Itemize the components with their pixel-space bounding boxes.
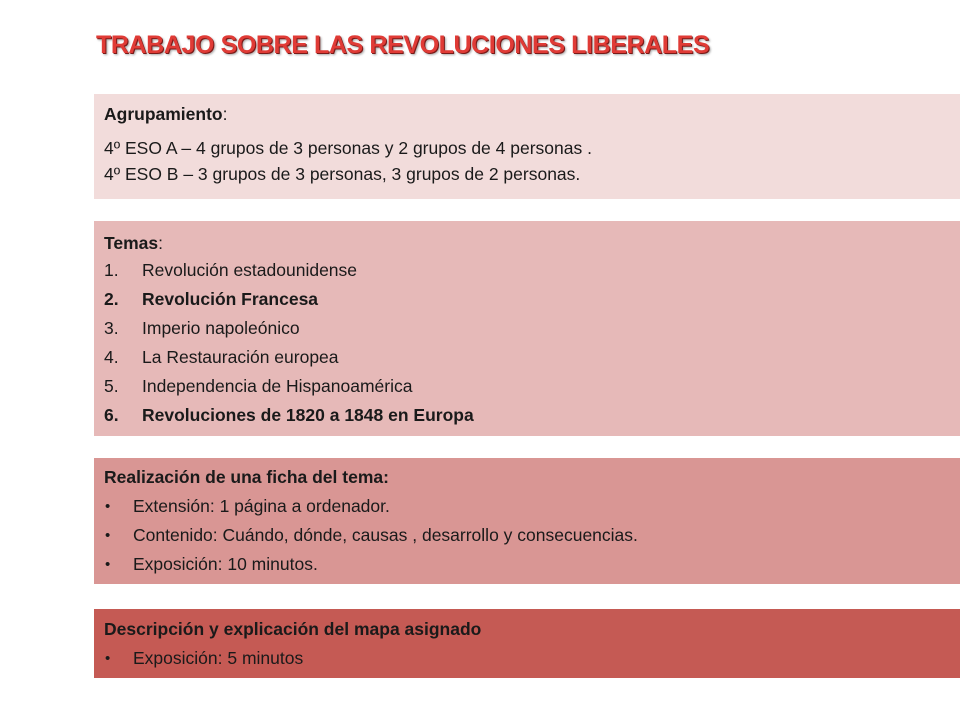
ficha-bullet-text: Exposición: 10 minutos. bbox=[133, 554, 318, 574]
ficha-box bbox=[94, 458, 960, 584]
temas-box bbox=[94, 221, 960, 436]
bullet-glyph: • bbox=[105, 527, 111, 544]
temas-item-6 bbox=[104, 401, 950, 430]
temas-item-text: Revolución estadounidense bbox=[142, 260, 358, 280]
temas-colon: : bbox=[158, 233, 164, 253]
mapa-heading: Descripción y explicación del mapa asignado bbox=[104, 619, 482, 639]
temas-item-text: Independencia de Hispanoamérica bbox=[142, 376, 413, 396]
temas-item-4 bbox=[104, 343, 950, 372]
agrupamiento-line-a: 4º ESO A – 4 grupos de 3 personas y 2 grupos de 4 personas . bbox=[104, 138, 592, 158]
agrupamiento-heading bbox=[104, 100, 950, 129]
temas-item-number: 5. bbox=[104, 376, 119, 396]
ficha-bullet-2 bbox=[104, 521, 950, 550]
temas-item-2 bbox=[104, 285, 950, 314]
temas-item-3 bbox=[104, 314, 950, 343]
ficha-bullet-text: Contenido: Cuándo, dónde, causas , desarrollo y consecuencias. bbox=[133, 525, 638, 545]
temas-item-text: La Restauración europea bbox=[142, 347, 339, 367]
ficha-heading: Realización de una ficha del tema: bbox=[104, 467, 389, 487]
bullet-glyph: • bbox=[105, 498, 111, 515]
ficha-bullet-1 bbox=[104, 492, 950, 521]
temas-list bbox=[104, 256, 950, 430]
temas-item-number: 4. bbox=[104, 347, 119, 367]
bullet-glyph: • bbox=[105, 650, 111, 667]
agrupamiento-line-b: 4º ESO B – 3 grupos de 3 personas, 3 grupos de 2 personas. bbox=[104, 164, 581, 184]
temas-item-number: 1. bbox=[104, 260, 119, 280]
ficha-bullet-text: Extensión: 1 página a ordenador. bbox=[133, 496, 390, 516]
temas-item-1 bbox=[104, 256, 950, 285]
mapa-box bbox=[94, 609, 960, 678]
temas-item-text: Revoluciones de 1820 a 1848 en Europa bbox=[142, 405, 474, 425]
temas-item-text: Revolución Francesa bbox=[142, 289, 319, 309]
temas-item-number: 6. bbox=[104, 405, 119, 425]
temas-item-5 bbox=[104, 372, 950, 401]
agrupamiento-label: Agrupamiento bbox=[104, 104, 223, 124]
temas-label: Temas bbox=[104, 233, 159, 253]
agrupamiento-box bbox=[94, 94, 960, 199]
mapa-bullet-text: Exposición: 5 minutos bbox=[133, 648, 304, 668]
ficha-bullet-3 bbox=[104, 550, 950, 579]
temas-item-number: 2. bbox=[104, 289, 119, 309]
agrupamiento-colon: : bbox=[222, 104, 228, 124]
temas-item-text: Imperio napoleónico bbox=[142, 318, 300, 338]
temas-heading bbox=[104, 230, 950, 256]
bullet-glyph: • bbox=[105, 556, 111, 573]
ficha-list bbox=[104, 492, 950, 579]
mapa-bullet-1 bbox=[104, 644, 950, 673]
mapa-list bbox=[104, 644, 950, 673]
slide-title: TRABAJO SOBRE LAS REVOLUCIONES LIBERALES bbox=[96, 31, 710, 59]
temas-item-number: 3. bbox=[104, 318, 119, 338]
